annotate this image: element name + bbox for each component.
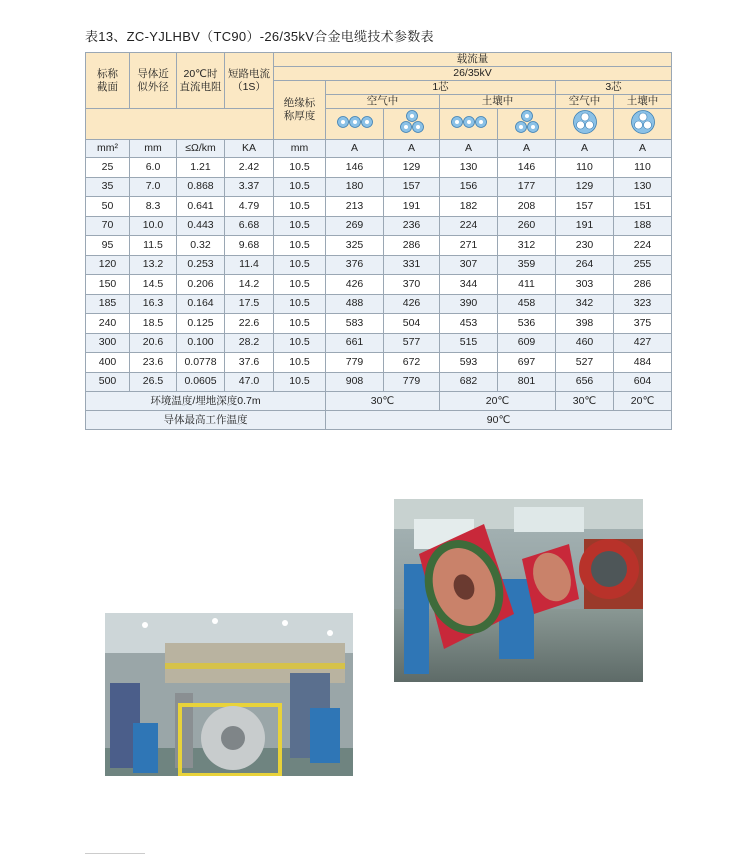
table-cell: 3.37 — [225, 177, 274, 197]
table-cell: 130 — [440, 158, 498, 178]
table-cell: 400 — [86, 353, 130, 373]
table-cell: 177 — [498, 177, 556, 197]
footer-line — [85, 853, 145, 854]
table-cell: 390 — [440, 294, 498, 314]
table-cell: 10.5 — [274, 353, 326, 373]
table-cell: 188 — [614, 216, 672, 236]
table-cell: 70 — [86, 216, 130, 236]
table-cell: 0.125 — [177, 314, 225, 334]
table-cell: 240 — [86, 314, 130, 334]
table-cell: 426 — [326, 275, 384, 295]
environment-row: 环境温度/埋地深度0.7m 30℃ 20℃ 30℃ 20℃ — [86, 392, 672, 411]
table-cell: 656 — [556, 372, 614, 392]
table-row — [86, 255, 672, 275]
table-cell: 286 — [614, 275, 672, 295]
table-cell: 307 — [440, 255, 498, 275]
header-1core-soil: 土壤中 — [440, 95, 556, 109]
table-cell: 146 — [498, 158, 556, 178]
table-cell: 2.42 — [225, 158, 274, 178]
table-cell: 370 — [384, 275, 440, 295]
table-cell: 504 — [384, 314, 440, 334]
table-cell: 151 — [614, 197, 672, 217]
table-cell: 375 — [614, 314, 672, 334]
table-cell: 180 — [326, 177, 384, 197]
table-cell: 20.6 — [130, 333, 177, 353]
table-cell: 801 — [498, 372, 556, 392]
table-cell: 129 — [556, 177, 614, 197]
table-cell: 150 — [86, 275, 130, 295]
table-cell: 191 — [384, 197, 440, 217]
factory-wire-drawing-line-photo — [105, 613, 353, 776]
table-cell: 0.206 — [177, 275, 225, 295]
table-cell: 269 — [326, 216, 384, 236]
header-short-circuit-current: 短路电流 （1S） — [225, 53, 274, 109]
table-cell: 22.6 — [225, 314, 274, 334]
table-cell: 300 — [86, 333, 130, 353]
table-cell: 0.641 — [177, 197, 225, 217]
table-cell: 323 — [614, 294, 672, 314]
trefoil-formation-icon — [384, 109, 440, 140]
table-cell: 230 — [556, 236, 614, 256]
three-core-cable-icon — [556, 109, 614, 140]
table-cell: 697 — [498, 353, 556, 373]
table-cell: 426 — [384, 294, 440, 314]
table-cell: 609 — [498, 333, 556, 353]
table-cell: 500 — [86, 372, 130, 392]
table-cell: 10.5 — [274, 275, 326, 295]
table-cell: 604 — [614, 372, 672, 392]
table-cell: 682 — [440, 372, 498, 392]
table-cell: 10.5 — [274, 197, 326, 217]
table-cell: 312 — [498, 236, 556, 256]
table-cell: 376 — [326, 255, 384, 275]
table-row — [86, 314, 672, 334]
table-cell: 661 — [326, 333, 384, 353]
table-cell: 130 — [614, 177, 672, 197]
table-cell: 331 — [384, 255, 440, 275]
flat-formation-icon — [440, 109, 498, 140]
table-cell: 0.443 — [177, 216, 225, 236]
table-cell: 10.5 — [274, 236, 326, 256]
table-cell: 10.5 — [274, 255, 326, 275]
table-cell: 427 — [614, 333, 672, 353]
table-cell: 10.5 — [274, 158, 326, 178]
header-nominal-section: 标称 截面 — [86, 53, 130, 109]
table-cell: 110 — [556, 158, 614, 178]
table-row — [86, 236, 672, 256]
table-cell: 18.5 — [130, 314, 177, 334]
table-cell: 255 — [614, 255, 672, 275]
table-cell: 10.5 — [274, 294, 326, 314]
table-cell: 286 — [384, 236, 440, 256]
table-row — [86, 353, 672, 373]
header-conductor-diameter: 导体近 似外径 — [130, 53, 177, 109]
table-cell: 213 — [326, 197, 384, 217]
table-cell: 536 — [498, 314, 556, 334]
table-row — [86, 177, 672, 197]
table-cell: 527 — [556, 353, 614, 373]
table-cell: 593 — [440, 353, 498, 373]
units-row: mm² mm ≤Ω/km KA mm A A A A A A — [86, 140, 672, 158]
table-cell: 13.2 — [130, 255, 177, 275]
factory-stranding-machine-photo — [394, 499, 643, 682]
table-cell: 10.5 — [274, 333, 326, 353]
table-cell: 11.5 — [130, 236, 177, 256]
table-cell: 0.0605 — [177, 372, 225, 392]
table-cell: 779 — [326, 353, 384, 373]
table-cell: 28.2 — [225, 333, 274, 353]
table-cell: 484 — [614, 353, 672, 373]
table-cell: 16.3 — [130, 294, 177, 314]
table-cell: 515 — [440, 333, 498, 353]
table-cell: 260 — [498, 216, 556, 236]
table-row — [86, 158, 672, 178]
table-cell: 264 — [556, 255, 614, 275]
table-cell: 25 — [86, 158, 130, 178]
table-cell: 398 — [556, 314, 614, 334]
table-row — [86, 275, 672, 295]
table-cell: 35 — [86, 177, 130, 197]
table-cell: 0.253 — [177, 255, 225, 275]
table-cell: 182 — [440, 197, 498, 217]
table-cell: 157 — [556, 197, 614, 217]
table-cell: 95 — [86, 236, 130, 256]
table-cell: 157 — [384, 177, 440, 197]
table-row — [86, 197, 672, 217]
header-3core-soil: 土壤中 — [614, 95, 672, 109]
header-dc-resistance: 20℃时 直流电阻 — [177, 53, 225, 109]
table-cell: 7.0 — [130, 177, 177, 197]
table-cell: 779 — [384, 372, 440, 392]
table-cell: 17.5 — [225, 294, 274, 314]
header-capacity: 载流量 — [274, 53, 672, 67]
table-cell: 0.100 — [177, 333, 225, 353]
table-cell: 110 — [614, 158, 672, 178]
max-temperature-row: 导体最高工作温度 90℃ — [86, 411, 672, 430]
table-cell: 224 — [614, 236, 672, 256]
table-cell: 129 — [384, 158, 440, 178]
table-cell: 191 — [556, 216, 614, 236]
table-cell: 908 — [326, 372, 384, 392]
table-cell: 583 — [326, 314, 384, 334]
table-cell: 23.6 — [130, 353, 177, 373]
table-cell: 1.21 — [177, 158, 225, 178]
table-row — [86, 216, 672, 236]
table-cell: 156 — [440, 177, 498, 197]
table-cell: 10.5 — [274, 314, 326, 334]
header-single-core: 1芯 — [326, 81, 556, 95]
table-cell: 10.0 — [130, 216, 177, 236]
table-cell: 6.0 — [130, 158, 177, 178]
table-title: 表13、ZC-YJLHBV（TC90）-26/35kV合金电缆技术参数表 — [85, 29, 434, 44]
table-cell: 37.6 — [225, 353, 274, 373]
table-cell: 208 — [498, 197, 556, 217]
table-cell: 0.868 — [177, 177, 225, 197]
table-cell: 14.5 — [130, 275, 177, 295]
table-cell: 325 — [326, 236, 384, 256]
table-cell: 9.68 — [225, 236, 274, 256]
table-cell: 10.5 — [274, 177, 326, 197]
table-cell: 577 — [384, 333, 440, 353]
table-cell: 460 — [556, 333, 614, 353]
table-row — [86, 294, 672, 314]
header-insulation-thickness: 绝缘标 称厚度 — [274, 81, 326, 140]
table-cell: 342 — [556, 294, 614, 314]
table-cell: 359 — [498, 255, 556, 275]
table-cell: 50 — [86, 197, 130, 217]
table-cell: 236 — [384, 216, 440, 236]
table-cell: 0.32 — [177, 236, 225, 256]
table-cell: 120 — [86, 255, 130, 275]
table-cell: 271 — [440, 236, 498, 256]
table-cell: 0.164 — [177, 294, 225, 314]
table-cell: 185 — [86, 294, 130, 314]
header-3core-air: 空气中 — [556, 95, 614, 109]
table-cell: 224 — [440, 216, 498, 236]
table-cell: 26.5 — [130, 372, 177, 392]
table-cell: 411 — [498, 275, 556, 295]
table-cell: 10.5 — [274, 216, 326, 236]
trefoil-formation-icon — [498, 109, 556, 140]
flat-formation-icon — [326, 109, 384, 140]
table-cell: 14.2 — [225, 275, 274, 295]
table-cell: 488 — [326, 294, 384, 314]
table-cell: 453 — [440, 314, 498, 334]
header-three-core: 3芯 — [556, 81, 672, 95]
table-cell: 0.0778 — [177, 353, 225, 373]
cable-spec-table — [85, 52, 672, 430]
table-cell: 11.4 — [225, 255, 274, 275]
table-cell: 146 — [326, 158, 384, 178]
table-cell: 303 — [556, 275, 614, 295]
table-cell: 47.0 — [225, 372, 274, 392]
table-cell: 8.3 — [130, 197, 177, 217]
table-row — [86, 372, 672, 392]
table-cell: 6.68 — [225, 216, 274, 236]
header-voltage: 26/35kV — [274, 67, 672, 81]
header-1core-air: 空气中 — [326, 95, 440, 109]
table-cell: 4.79 — [225, 197, 274, 217]
table-cell: 672 — [384, 353, 440, 373]
table-cell: 458 — [498, 294, 556, 314]
three-core-cable-icon — [614, 109, 672, 140]
table-row — [86, 333, 672, 353]
table-cell: 344 — [440, 275, 498, 295]
table-cell: 10.5 — [274, 372, 326, 392]
